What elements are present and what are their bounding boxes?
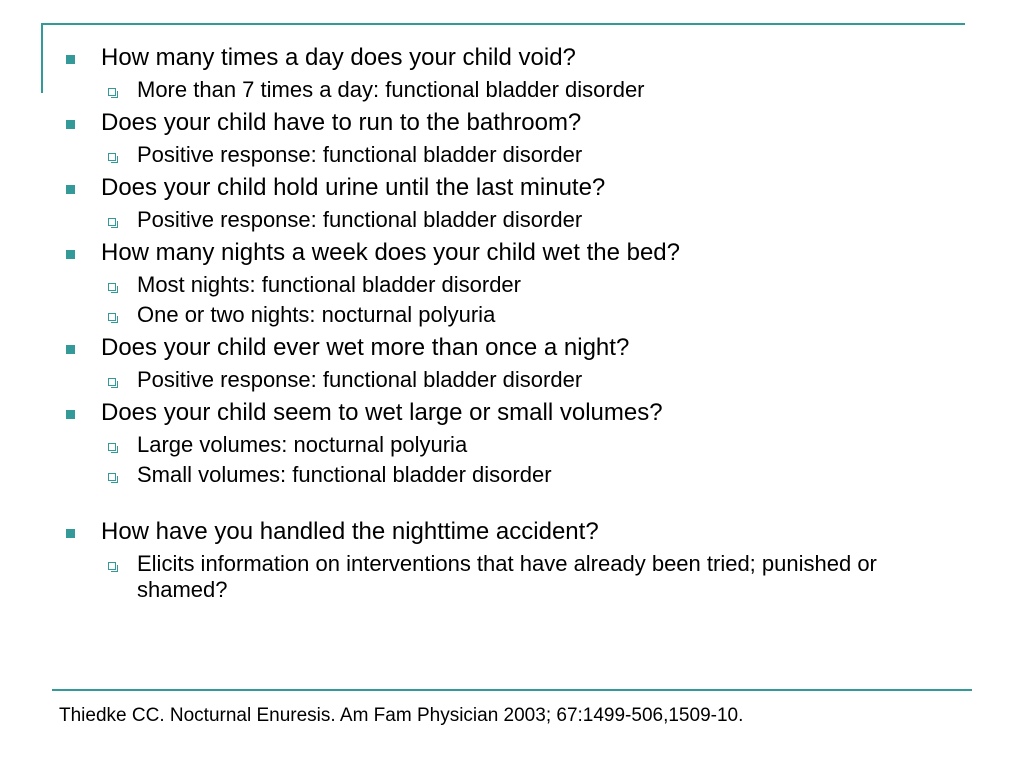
question-item [60, 42, 960, 73]
citation: Thiedke CC. Nocturnal Enuresis. Am Fam Physician 2003; 67:1499-506,1509-10. [59, 705, 744, 726]
question-item [60, 237, 960, 268]
question-text: How have you handled the nighttime accident? [101, 518, 599, 545]
answer-text: Positive response: functional bladder disorder [137, 207, 583, 232]
answer-text: Positive response: functional bladder disorder [137, 142, 583, 167]
question-text: Does your child hold urine until the last minute? [101, 174, 606, 201]
square-bullet-icon [66, 185, 75, 194]
answer-text: Most nights: functional bladder disorder [137, 272, 521, 297]
bottom-divider [52, 689, 972, 691]
hollow-square-bullet-icon [108, 443, 116, 451]
square-bullet-icon [66, 120, 75, 129]
spacer [60, 492, 960, 516]
answer-item [60, 142, 960, 168]
answer-item [60, 272, 960, 298]
question-text: How many nights a week does your child wet the bed? [101, 239, 680, 266]
question-text: Does your child seem to wet large or small volumes? [101, 399, 663, 426]
answer-item [60, 432, 960, 458]
answer-item [60, 551, 960, 603]
answer-text: More than 7 times a day: functional bladder disorder [137, 77, 645, 102]
square-bullet-icon [66, 410, 75, 419]
hollow-square-bullet-icon [108, 313, 116, 321]
slide-content [60, 42, 960, 607]
hollow-square-bullet-icon [108, 562, 116, 570]
answer-text: One or two nights: nocturnal polyuria [137, 302, 496, 327]
hollow-square-bullet-icon [108, 283, 116, 291]
question-item [60, 107, 960, 138]
answer-item [60, 302, 960, 328]
square-bullet-icon [66, 345, 75, 354]
hollow-square-bullet-icon [108, 153, 116, 161]
answer-text: Small volumes: functional bladder disorder [137, 462, 552, 487]
hollow-square-bullet-icon [108, 473, 116, 481]
question-text: Does your child ever wet more than once a night? [101, 334, 630, 361]
hollow-square-bullet-icon [108, 218, 116, 226]
question-text: How many times a day does your child void? [101, 44, 576, 71]
top-divider [41, 23, 965, 25]
question-item [60, 172, 960, 203]
answer-item [60, 462, 960, 488]
answer-text: Large volumes: nocturnal polyuria [137, 432, 468, 457]
question-text: Does your child have to run to the bathroom? [101, 109, 582, 136]
hollow-square-bullet-icon [108, 88, 116, 96]
square-bullet-icon [66, 55, 75, 64]
left-divider [41, 23, 43, 93]
square-bullet-icon [66, 529, 75, 538]
square-bullet-icon [66, 250, 75, 259]
question-item [60, 397, 960, 428]
answer-text: Elicits information on interventions that have already been tried; punished or shamed? [137, 551, 877, 602]
hollow-square-bullet-icon [108, 378, 116, 386]
question-item [60, 516, 960, 547]
answer-item [60, 77, 960, 103]
question-item [60, 332, 960, 363]
answer-item [60, 207, 960, 233]
answer-text: Positive response: functional bladder disorder [137, 367, 583, 392]
answer-item [60, 367, 960, 393]
